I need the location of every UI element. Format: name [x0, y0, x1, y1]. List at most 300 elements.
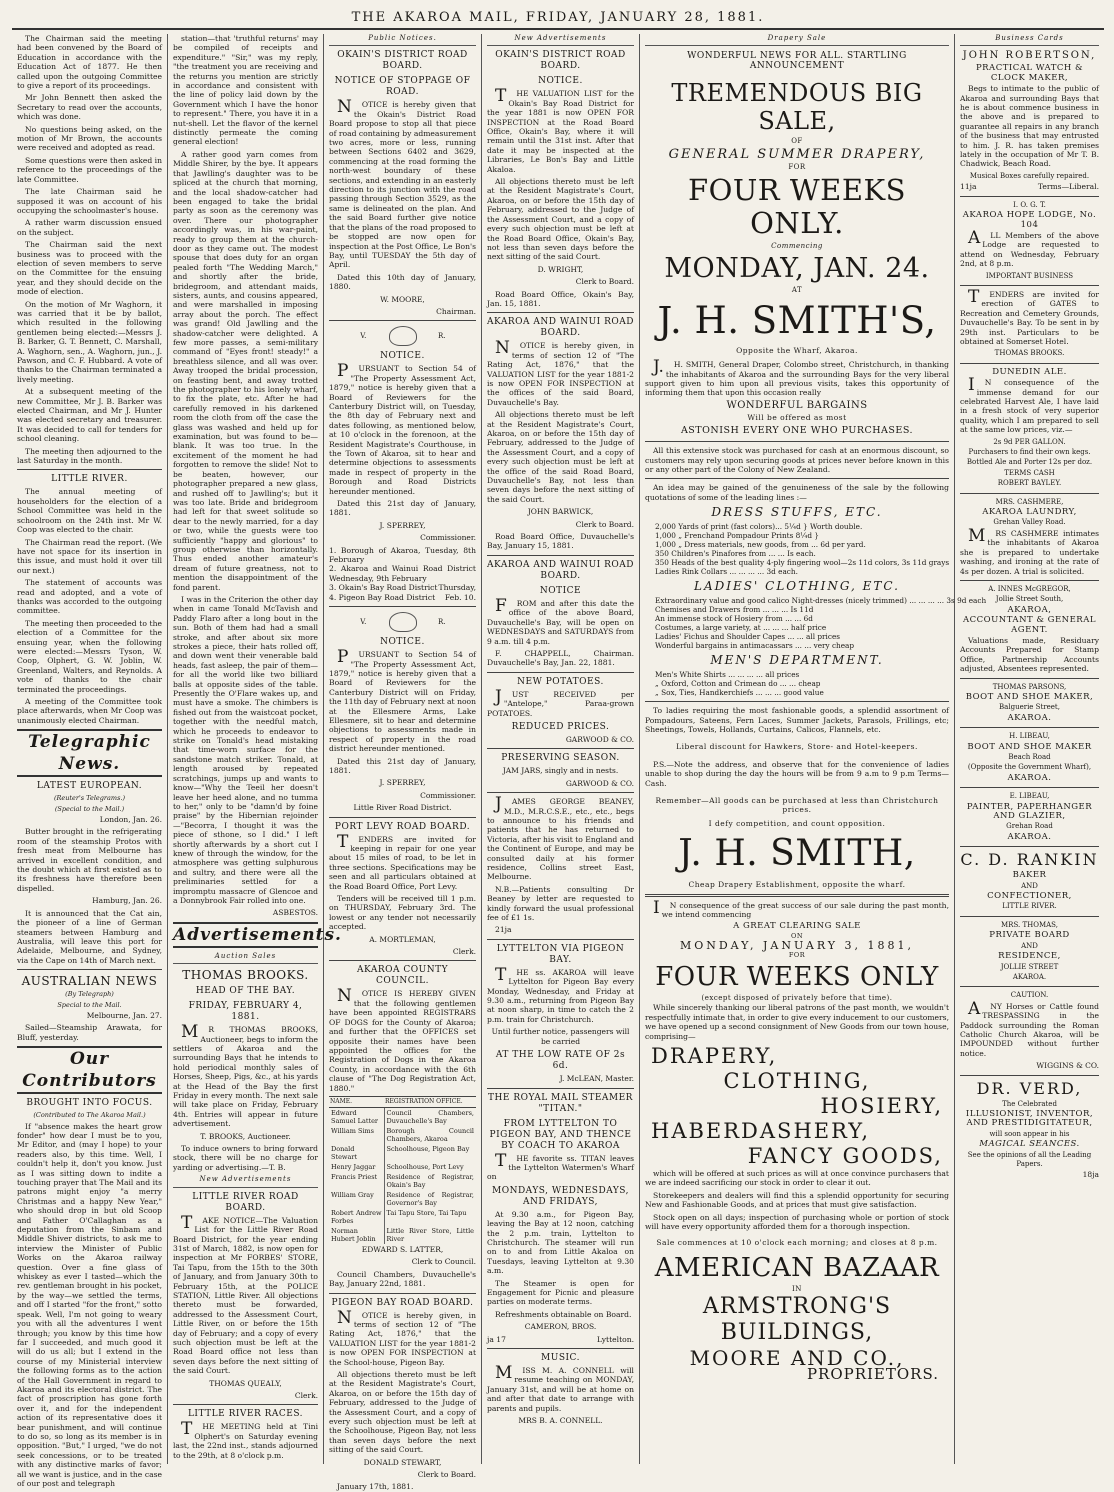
- ad-body: Will be offered as most: [747, 413, 847, 423]
- ad-body: NOTICE is hereby given, in terms of section 12 of "The Rating Act, 1876," that the VALUATION LIST for the year 1881-2 is now OPEN FOR INSPECTION at the offices of the said Board, Duvauchelle's Bay.: [487, 338, 634, 407]
- registrar-table: [329, 1096, 476, 1244]
- schedule-place: 3. Okain's Bay Road District: [329, 583, 438, 593]
- ad-headline: MONDAY, JAN. 24.: [664, 253, 930, 285]
- business-body: Bottled Ale and Porter 12s per doz.: [966, 458, 1093, 467]
- ad-connector: Commencing: [771, 242, 823, 251]
- list-item: Ladies Rink Collars ... ... ... ... 3d each.: [655, 567, 798, 577]
- ad-body: All this extensive stock was purchased for cash at an enormous discount, so customers may rely upon securing goods at prices never before known in this or any other part of the Colony of New Zealand.: [645, 446, 949, 474]
- ad-connector: IN: [792, 1284, 802, 1293]
- divider: [487, 939, 634, 940]
- divider: [17, 469, 162, 470]
- table-cell: Tai Tapu Store, Tai Tapu: [386, 1208, 467, 1217]
- table-cell: Edward Samuel Latter: [329, 1107, 384, 1126]
- category-label: New Advertisements: [173, 1175, 318, 1187]
- ad-body: Council Chambers, Duvauchelle's Bay, January 22nd, 1881.: [329, 1269, 476, 1289]
- table-cell: William Sims: [329, 1126, 384, 1144]
- table-row: [329, 1126, 476, 1144]
- table-cell: Residence of Registrar, Okain's Bay: [386, 1172, 474, 1189]
- table-cell: Donald Stewart: [329, 1144, 384, 1162]
- article-paragraph: A rather good yarn comes from Middle Shirer, by the bye. It appears that Jawlling's daughter was to be spliced at the church that morning, and the local shadow-catcher had been engaged to take the bridal party as soon as the ceremony was over. There our photographer accordingly was, in his war-paint, ready to group them at the church-door as they came out. The modest spouse that does duty for an organ pealed forth "The Wedding March," and shortly after the bride, bridegroom, and attendant maids, sisters, aunts, and cousins appeared, and were marshalled in imposing array about the porch. The effect was grand! Old Jawlling and the shadow-catcher were delighted. A few more passes, a semi-military command of "Eyes front! steady!" a breathless silence, and all was over. Away trooped the bridal procession, on feasting bent, and away trotted the photographer to his lonely wharf, to fix the plate, etc. After he had carefully removed in his darkened room the cloth from off the case the glass was washed and held up for examination, but was found to be—blank. It was too true. In the excitement of the moment he had forgotten to remove the slide! Not to be beaten, however, our photographer prepared a new glass, and rushed off to Jawlling's; but it was too late. Bride and bridegroom had left for that sweet solitude so dear to the newly married, for a day or two, while the guests were too sufficiently "happy and glorious" to group otherwise than horizontally. Thus ended another amateur's dream of future greatness, not to mention the disappointment of the fond parent.: [173, 149, 318, 592]
- column-header: REGISTRATION OFFICE.: [384, 1096, 476, 1107]
- ad-body: THE VALUATION LIST for the Okain's Bay Road District for the year 1881 is now OPEN FOR INSPECTION at the Road Board Office, Okain's Bay, where it will remain until the 31st inst. After that date it may be inspected at the Libraries, Le Bon's Bay and Little Akaloa.: [487, 86, 634, 174]
- schedule-item: 2. Akaroa and Wainui Road District Wednesday, 9th February: [329, 564, 476, 583]
- business-trade: AKAROA HOPE LODGE, No. 104: [962, 210, 1097, 230]
- business-connector: AND: [1021, 881, 1038, 890]
- signature: THOMAS QUEALY,: [209, 1378, 282, 1388]
- ad-body: JUST RECEIVED per "Antelope," Paraa-grown POTATOES.: [487, 686, 634, 718]
- divider: [960, 363, 1099, 364]
- business-trade: ILLUSIONIST, INVENTOR, AND PRESTIDIGITATEUR,: [965, 1108, 1094, 1129]
- divider: [329, 1293, 476, 1294]
- ad-body: PURSUANT to Section 54 of "The Property Assessment Act, 1879," notice is hereby given that a Board of Reviewers for the Canterbury District will on Friday, the 11th day of February next at noon at the Ellesmere Arms, Lake Ellesmere, sit to hear and determine objections to assessments made in respect of property in the road district hereunder mentioned.: [329, 647, 476, 754]
- ad-headline: TREMENDOUS BIG SALE,: [671, 79, 923, 136]
- section-heading: LATEST EUROPEAN.: [36, 781, 143, 792]
- royal-crest: [329, 325, 476, 347]
- ad-headline: FOUR WEEKS ONLY.: [687, 173, 907, 241]
- ad-body: At 9.30 a.m., for Pigeon Bay, leaving the Bay at 12 noon, catching the 2 p.m. train, Lyttelton to Christchurch. The steamer will run on to and from Little Akaloa on Tuesdays, leaving Lyttelton at 9.30 a.m.: [487, 1209, 634, 1276]
- ad-connector: AT: [791, 286, 803, 295]
- signature: CAMERON, BROS.: [524, 1322, 597, 1332]
- signature: J. SPERREY,: [379, 520, 426, 530]
- article-paragraph: The statement of accounts was read and adopted, and a vote of thanks was accorded to the outgoing committee.: [17, 578, 162, 616]
- signature-title: Clerk to Council.: [411, 1257, 476, 1267]
- signature: WIGGINS & CO.: [1036, 1061, 1099, 1071]
- ad-body: Liberal discount for Hawkers, Store- and Hotel-keepers.: [676, 742, 918, 752]
- goods-item: CLOTHING,: [723, 1069, 871, 1094]
- byline: (By Telegraph): [65, 990, 114, 999]
- section-heading: LITTLE RIVER.: [51, 474, 128, 485]
- list-item: Wonderful bargains in antimacassars ... ... very cheap: [655, 641, 855, 651]
- ad-body: TAKE NOTICE—The Valuation List for the Little River Road Board District, for the year ending 31st of March, 1882, is now open for inspection at Mr FORBES' STORE, Tai Tapu, from the 15th to the 30th of January, and from January 30th to February 15th, at the POLICE STATION, Little River. All objections thereto must be forwarded, addressed to the Assessment Court, Little River, on or before the 15th day of February; and a copy of every such objection must be left at the Road Board office not less than seven days before the next sitting of the said Court.: [173, 1212, 318, 1376]
- signature: T. BROOKS, Auctioneer.: [200, 1131, 291, 1141]
- divider: [960, 1075, 1099, 1076]
- ad-body: Dated this 21st day of January, 1881.: [329, 499, 476, 518]
- divider: [960, 493, 1099, 494]
- table-cell: William Gray: [329, 1190, 384, 1208]
- signature-title: Clerk to Board.: [417, 1470, 476, 1480]
- ad-body: (except disposed of privately before that time).: [701, 994, 893, 1003]
- divider: [645, 441, 949, 442]
- list-item: Men's White Shirts ... ... ... ... all prices: [655, 670, 800, 680]
- business-body: Valuations made, Residuary Accounts Prepared for Stamp Office, Partnership Accounts adjusted, Absentees represented.: [960, 635, 1099, 674]
- business-body: ALL Members of the above Lodge are requested to attend on Wednesday, February 2nd, at 8 p.m.: [960, 227, 1099, 269]
- divider: [960, 285, 1099, 286]
- business-body: ANY Horses or Cattle found TRESPASSING in the Paddock surrounding the Roman Catholic Church Akaroa, will be IMPOUNDED without further notice.: [960, 998, 1099, 1058]
- section-heading: MEN'S DEPARTMENT.: [710, 653, 884, 668]
- divider: [487, 792, 634, 793]
- divider: [645, 701, 949, 702]
- business-trade: BAKER: [1012, 870, 1047, 881]
- signature: GARWOOD & CO.: [565, 734, 634, 744]
- business-town: AKAROA.: [1012, 972, 1047, 981]
- business-terms: TERMS CASH: [1004, 468, 1055, 477]
- divider: [960, 787, 1099, 788]
- business-trade: PRACTICAL WATCH & CLOCK MAKER,: [975, 63, 1084, 83]
- table-cell: Schoolhouse, Port Levy: [386, 1162, 464, 1171]
- ad-subheadline: A GREAT CLEARING SALE: [733, 921, 861, 932]
- column-6-business-cards: [955, 34, 1104, 1464]
- business-name: I. O. G. T.: [1013, 200, 1046, 209]
- columns: [12, 34, 1104, 1492]
- ad-body: NOTICE is hereby given that the Okain's District Road Board propose to stop all that piece of road containing by admeasurement two acres, more or less, running between Sections 6402 and 3629, commencing at the road forming the north-west boundary of these sections, and extending in an easterly direction to its junction with the road passing through Section 3529, as the same is delineated on the plan. And the said Board further give notice that the plans of the road proposed to be stopped are now open for inspection at the Post Office, Le Bon's Bay, until TUESDAY the 5th day of April.: [329, 97, 476, 270]
- ad-body: Until further notice, passengers will be carried: [491, 1027, 630, 1046]
- business-address: Balguerie Street,: [999, 703, 1060, 712]
- business-address: Beach Road: [1008, 753, 1051, 761]
- article-paragraph: The late Chairman said he supposed it was on account of his occupying the schoolmaster's house.: [17, 187, 162, 215]
- divider: [173, 1404, 318, 1405]
- signature: ROBERT BAYLEY.: [997, 479, 1062, 488]
- business-trade: AKAROA LAUNDRY,: [982, 507, 1077, 518]
- table-row: [329, 1144, 476, 1162]
- business-body: See the opinions of all the Leading Papers.: [967, 1150, 1092, 1168]
- ad-body: I defy competition, and count opposition.: [708, 818, 886, 828]
- ad-heading: MUSIC.: [541, 1353, 580, 1363]
- ad-body: All objections thereto must be left at the Resident Magistrate's Court, Akaroa, on or before the 15th day of February, addressed to the Judge of the Assessment Court, and a copy of every such objection must be left at the Schoolhouse, Pigeon Bay, not less than seven days before the next sitting of the said Court.: [329, 1370, 476, 1455]
- ad-headline: MOORE AND CO.,: [689, 1346, 905, 1371]
- business-trade: MAGICAL SEANCES.: [979, 1139, 1080, 1150]
- list-item: 350 Children's Pinafores from ... ... Is each.: [655, 549, 816, 559]
- category-label: Auction Sales: [173, 952, 318, 964]
- category-label: Business Cards: [960, 34, 1099, 46]
- crest-letter: R.: [437, 618, 446, 627]
- ad-connector: FOR: [788, 162, 806, 171]
- divider: [645, 478, 949, 479]
- list-item: Costumes, a large variety, at ... ... ... half price: [655, 623, 827, 633]
- business-trade: PRIVATE BOARD: [989, 930, 1070, 941]
- category-label: Public Notices.: [329, 34, 476, 46]
- divider: [960, 986, 1099, 987]
- section-heading: LADIES' CLOTHING, ETC.: [694, 579, 900, 594]
- ad-body: All objections thereto must be left at the Resident Magistrate's Court, Akaroa, on or before the 15th day of February, addressed to the Judge of the Assessment Court, and a copy of every such objection must be left at the office of the said Road Board, Duvauchelle's Bay, not less than seven days before the next sitting of the said Court.: [487, 410, 634, 504]
- ad-subheadline: GENERAL SUMMER DRAPERY,: [668, 146, 926, 162]
- divider: [487, 748, 634, 749]
- article-paragraph: The meeting then adjourned to the last Saturday in the month.: [17, 446, 162, 466]
- divider: [960, 916, 1099, 917]
- crest-letter: V.: [360, 332, 367, 341]
- divider: [645, 894, 949, 897]
- ad-heading: PRESERVING SEASON.: [501, 753, 620, 764]
- table-cell: Henry Jaggar: [329, 1162, 384, 1172]
- column-header: NAME.: [329, 1096, 384, 1107]
- business-body: IN consequence of the immense demand for our celebrated Harvest Ale, I have laid in a fresh stock of very superior quality, which I am prepared to sell at the same low prices, viz.—: [960, 375, 1099, 435]
- business-trade: ACCOUNTANT & GENERAL AGENT.: [963, 615, 1096, 635]
- table-cell: Francis Priest: [329, 1172, 384, 1190]
- article-paragraph: The meeting then proceeded to the election of a Committee for the ensuing year, when the following were elected:—Messrs Tyson, W. Coop, Olphert, G. W. Joblin, W. Greenland, Walters, and Reynolds. A vote of thanks to the chair terminated the proceedings.: [17, 618, 162, 694]
- crest-letter: R.: [437, 332, 446, 341]
- article-paragraph: At a subsequent meeting of the new Committee, Mr J. B. Barker was elected Chairman, and Mr J. Hunter was elected secretary and treasurer. It was decided to call for tenders for school cleaning.: [17, 387, 162, 444]
- business-name: DR. VERD,: [976, 1078, 1083, 1098]
- section-heading: DRESS STUFFS, ETC.: [711, 505, 883, 520]
- ad-heading: OKAIN'S DISTRICT ROAD BOARD.: [495, 50, 626, 72]
- article-paragraph: The annual meeting of householders for the election of a School Committee was held in the schoolroom on the 24th inst. Mr W. Coop was elected to the chair.: [17, 487, 162, 535]
- masthead: THE AKAROA MAIL, FRIDAY, JANUARY 28, 1881.: [12, 8, 1104, 30]
- article-paragraph: If "absence makes the heart grow fonder" how dear I must be to you, Mr Editor, and (may I hope) to your readers also, by this time. Well, I couldn't help it, don't you know. Just as I was sitting down to indite a touching prayer that The Mail and its patrons might enjoy "a merry Christmas and a happy New Year," who should drop in but old Scoop and Father O'Callaghan as a deputation from the Sinbam and Middle Shiver districts, to ask me to interview the Minister of Public Works on the Akaroa railway question. Over a fine glass of whiskey as ever I tasted—which the rev. gentleman brought in his pocket, by the way—we settled the terms, and off I started "for the front," sotto speak. Well, I'm not going to weary you with all the adventures I went through; you know by this time how far I succeeded, and much good it will do us all; but I extend in the course of my Ministerial interview the following forms as to the action of the Hall Government in regard to Akaroa and its electoral district. The fact of proscription has gone forth over it, and for the independent action of its representative does it bear punishment, and will continue to do so, so long as its member is in opposition. "But," I urged, "we do not seek concessions, or to be treated with any distinctive marks of favor; all we want is justice, and in the case of our post and telegraph: [17, 1121, 162, 1488]
- divider: [960, 678, 1099, 679]
- table-cell: Borough Council Chambers, Akaroa: [386, 1126, 474, 1143]
- list-item: An immense stock of Hosiery from ... ... 6d: [655, 614, 813, 624]
- ad-heading: LITTLE RIVER RACES.: [187, 1409, 304, 1420]
- business-name: A. INNES McGREGOR,: [988, 584, 1071, 593]
- signature: D. WRIGHT,: [537, 264, 584, 274]
- divider: [329, 960, 476, 961]
- signature: A. MORTLEMAN,: [369, 934, 436, 944]
- article-paragraph: Mr John Bennett then asked the Secretary to read over the accounts, which was done.: [17, 93, 162, 122]
- ad-heading: AKAROA AND WAINUI ROAD BOARD.: [487, 559, 634, 581]
- list-item: 2,000 Yards of print (fast colors)... 5¼d } Worth double.: [655, 522, 863, 532]
- list-item: 1,000 „ Dress materials, new goods, from ... 6d per yard.: [655, 540, 866, 550]
- table-cell: Little River Store, Little River: [386, 1226, 474, 1243]
- ad-headline: AMERICAN BAZAAR: [654, 1252, 940, 1283]
- signature: JOHN BARWICK,: [527, 507, 594, 517]
- business-body: 2s 9d PER GALLON.: [993, 437, 1066, 446]
- price-list: [655, 596, 987, 651]
- ad-body: which will be offered at such prices as will at once convince purchasers that we are indeed sacrificing our stock in order to clear it out.: [645, 1169, 949, 1188]
- price-list: [655, 522, 949, 576]
- signature: ASBESTOS.: [272, 908, 318, 918]
- ad-body: The Steamer is open for Engagement for Picnic and pleasure parties on moderate terms.: [487, 1278, 634, 1307]
- column-4: [482, 34, 640, 1464]
- business-body: IMPORTANT BUSINESS: [985, 271, 1074, 280]
- byline: (Special to the Mail.): [54, 804, 125, 813]
- ad-body: Road Board Office, Duvauchelle's Bay, January 15, 1881.: [487, 532, 634, 551]
- business-terms: Terms—Liberal.: [1037, 182, 1099, 192]
- ad-code: ja 17: [487, 1334, 506, 1344]
- business-name: MRS. THOMAS,: [1001, 920, 1058, 929]
- column-3: [324, 34, 482, 1492]
- article-paragraph: I was in the Criterion the other day when in came Tonald McTavish and Paddy Flaro after a long bout in the sun. Both of them had had a small stroke, and after about six more strokes a piece, their hats rolled off, and down went their venerable bald heads, fast asleep, the pair of them—for all the world like two billiard balls at opposite sides of the table. Presently the O'Flare wakes up, and must have a smoke. The chimbers is fished out from the waistcoat pocket, together with the needful match, which he proceeds to endeavor to strike on Tonald's head mistaking that time-worn surface for the sandstone match striker. Tonald, at length aroused by repeated scratchings, jumps up and wants to know—"Why the Teeil her doesn't leave her heed alone, and no tumma to her," only to be "damn'd by foine praise" by the Hibernian rejoinder—"Becorra, I thought it was the piece of sthone, so I did." I left shortly afterwards by a short cut I knew of through the window, for the atmosphere was getting sulphurous and sultry, and there were all the preliminaries settled for a impromptu massacre of Glencoe and a Donnybrook Fair rolled into one.: [173, 594, 318, 905]
- divider: [487, 1348, 634, 1349]
- ad-body: January 17th, 1881.: [337, 1482, 414, 1492]
- ad-address: Cheap Drapery Establishment, opposite the wharf.: [688, 880, 906, 890]
- ad-connector: OF: [791, 137, 803, 146]
- table-cell: Robert Andrew Forbes: [329, 1208, 384, 1226]
- signature: THOMAS BROOKS.: [994, 349, 1065, 358]
- business-name: THOMAS PARSONS,: [992, 682, 1067, 691]
- signature: J. McLEAN, Master.: [559, 1074, 634, 1084]
- table-cell: Council Chambers, Duvauchelle's Bay: [386, 1108, 474, 1125]
- section-banner: Our Contributors: [17, 1046, 162, 1094]
- ad-body: Storekeepers and dealers will find this a splendid opportunity for securing New and Fashionable Goods, and at prices that must give satisfaction.: [645, 1190, 949, 1210]
- divider: [960, 196, 1099, 197]
- business-name: E. LIBEAU,: [1009, 792, 1050, 801]
- list-item: Chemises and Drawers from ... ... ... Is 11d: [655, 605, 814, 615]
- section-heading: AUSTRALIAN NEWS: [21, 974, 158, 989]
- ad-heading: NOTICE.: [380, 637, 425, 648]
- ad-body: P.S.—Note the address, and observe that for the convenience of ladies unable to shop during the day the hours will be from 9 a.m to 9 p.m Terms—Cash.: [645, 759, 949, 788]
- list-item: „ Oxford, Cotton and Crimean do ... ... cheap: [655, 679, 821, 689]
- ad-body: Tenders will be received till 1 p.m. on THURSDAY, February 3rd. The lowest or any tender not necessarily accepted.: [329, 894, 476, 932]
- ad-subheading: MONDAYS, WEDNESDAYS, AND FRIDAYS,: [492, 1185, 629, 1207]
- section-banner: Telegraphic News.: [17, 729, 162, 777]
- divider: [960, 846, 1099, 847]
- ad-date: FRIDAY, FEBRUARY 4, 1881.: [188, 1001, 303, 1023]
- ad-subheadline: ASTONISH EVERY ONE WHO PURCHASES.: [680, 424, 914, 436]
- business-address: (Opposite the Government Wharf),: [967, 763, 1092, 772]
- signature-line: [487, 1335, 634, 1344]
- article-paragraph: A meeting of the Committee took place afterwards, when Mr Coop was unanimously elected Chairman.: [17, 697, 162, 725]
- ad-body: PURSUANT to Section 54 of "The Property Assessment Act, 1879," notice is hereby given that a Board of Reviewers for the Canterbury District will, on Tuesday, the 8th day of February next and dates following, as mentioned below, at 10 o'clock in the forenoon, at the Resident Magistrate's Courthouse, in the Town of Akaroa, sit to hear and determine objections to assessments made in respect of property in the Borough and Road Districts hereunder mentioned.: [329, 361, 476, 496]
- ad-body: NOTICE is hereby given, in terms of section 12 of "The Rating Act, 1876," that the VALUATION LIST for the year 1881-2 is now OPEN FOR INSPECTION at the School-house, Pigeon Bay.: [329, 1307, 476, 1367]
- signature-title: Clerk.: [452, 947, 476, 957]
- crest-letter: V.: [360, 618, 367, 627]
- business-address: Grehan Valley Road.: [993, 518, 1066, 527]
- business-body: TENDERS are invited for erection of GATES to Recreation and Cemetery Grounds, Duvauchelle's Bay. To be sent in by 29th inst. Particulars to be obtained at Somerset Hotel.: [960, 286, 1099, 346]
- business-body: Purchasers to find their own kegs.: [968, 448, 1091, 457]
- ad-body: Dated this 10th day of January, 1880.: [329, 272, 476, 292]
- ad-body: TENDERS are invited for keeping in repair for one year about 15 miles of road, to be let in three sections. Specifications may be seen and all particulars obtained at the Road Board Office, Port Levy.: [329, 831, 476, 891]
- ad-body: Remember—All goods can be purchased at less than Christchurch prices.: [655, 795, 939, 815]
- article-paragraph: The Chairman read the report. (We have not space for its insertion in this issue, and must hold it over till our next.): [17, 537, 162, 575]
- dateline: London, Jan. 26.: [99, 815, 162, 825]
- ad-heading: NEW POTATOES.: [517, 676, 604, 687]
- divider: [960, 727, 1099, 728]
- business-name: DUNEDIN ALE.: [992, 366, 1067, 377]
- signature-title: Chairman.: [436, 306, 476, 316]
- list-item: Extraordinary value and good calico Night-dresses (nicely trimmed) ... ... ... ... 3s 9d each: [655, 596, 987, 606]
- signature-title: Clerk to Board.: [575, 519, 634, 529]
- list-item: 350 Heads of the best quality 4-ply fingering wool—2s 11d colors, 3s 11d grays: [655, 558, 950, 568]
- schedule-day: Feb. 10.: [444, 592, 476, 602]
- ad-subheadline: WONDERFUL BARGAINS: [726, 399, 868, 411]
- ad-heading: THOMAS BROOKS.: [182, 968, 309, 983]
- ad-body: THE MEETING held at Tini Olphert's on Saturday evening last, the 22nd inst., stands adjourned to the 29th, at 8 o'clock p.m.: [173, 1419, 318, 1460]
- table-row: [329, 1190, 476, 1208]
- ad-headline: J. H. SMITH'S,: [657, 298, 937, 342]
- article-paragraph: The Chairman said the next business was to proceed with the election of seven members to serve on the Committee for the ensuing year, and they should decide on the mode of election.: [17, 240, 162, 297]
- article-paragraph: The Chairman said the meeting had been convened by the Board of Education in accordance with the Education Act of 1877. He then called upon the outgoing Committee to give a report of its proceedings.: [17, 34, 162, 91]
- signature-place: Lyttelton.: [596, 1334, 634, 1344]
- goods-item: FANCY GOODS,: [747, 1144, 943, 1169]
- business-trade: RESIDENCE,: [998, 951, 1061, 962]
- ad-body: IN consequence of the great success of our sale during the past month, we intend commencing: [653, 897, 949, 919]
- article-paragraph: No questions being asked, on the motion of Mr Brown, the accounts were received and adopted as read.: [17, 124, 162, 153]
- business-body: The Celebrated: [1002, 1099, 1057, 1108]
- ad-subheading: NOTICE OF STOPPAGE OF ROAD.: [334, 76, 471, 98]
- district-label: Little River Road District.: [353, 803, 452, 813]
- ad-headline: J. H. SMITH,: [678, 833, 916, 875]
- ad-heading: LYTTELTON VIA PIGEON BAY.: [496, 943, 625, 965]
- divider: [487, 312, 634, 313]
- business-town: AKAROA.: [1007, 772, 1052, 783]
- divider: [960, 580, 1099, 581]
- business-connector: AND: [1021, 941, 1038, 950]
- ad-body: Refreshments obtainable on Board.: [495, 1309, 632, 1319]
- table-header-row: [329, 1096, 476, 1107]
- category-label: Drapery Sale: [645, 34, 949, 46]
- ad-body: MISS M. A. CONNELL will resume teaching on MONDAY, January 31st, and will be at home on and after that date to arrange with parents and pupils.: [487, 1363, 634, 1413]
- table-row: [329, 1208, 476, 1226]
- ad-code: 11ja: [960, 182, 977, 192]
- dateline: Melbourne, Jan. 27.: [86, 1010, 162, 1020]
- ad-body: MR THOMAS BROOKS, Auctioneer, begs to inform the settlers of Akaroa and the surrounding Bays that he intends to hold periodical monthly sales of Horses, Sheep, Pigs, &c., at his yards at the Head of the Bay the first Friday in every month. The next sale will take place on Friday, February 4th. Entries will appear in future advertisement.: [173, 1022, 318, 1129]
- ad-body: FROM and after this date the office of the above Board, Duvauchelle's Bay, will be open on WEDNESDAYS and SATURDAYS from 9 a.m. till 4 p.m.: [487, 595, 634, 646]
- schedule-item: [329, 593, 476, 602]
- business-body: Begs to intimate to the public of Akaroa and surrounding Bays that he is about commence business in the above and is prepared to guarantee all repairs in any branch of the business that may entrusted to him. J. R. has taken premises lately in the occupation of Mr T. B. Chadwick, Beach Road.: [960, 84, 1099, 169]
- table-cell: Residence of Registrar, Governor's Bay: [386, 1190, 474, 1207]
- ad-subheading: AT THE LOW RATE OF 2s 6d.: [495, 1050, 626, 1072]
- ad-body: To induce owners to bring forward stock, there will be no charge for yarding or advertising.—T. B.: [173, 1144, 318, 1172]
- section-heading: BROUGHT INTO FOCUS.: [26, 1098, 153, 1109]
- signature: W. MOORE,: [380, 294, 425, 304]
- byline: (Contributed to The Akaroa Mail.): [33, 1111, 146, 1120]
- ad-body: 21ja: [495, 925, 512, 935]
- schedule-list: [329, 546, 476, 602]
- ad-body: Road Board Office, Okain's Bay, Jan. 15, 1881.: [487, 289, 634, 308]
- ad-body: Stock open on all days; inspection of purchasing whole or portion of stock will have every opportunity afforded them for a thorough inspection.: [645, 1212, 949, 1232]
- signature: J. SPERREY,: [379, 778, 426, 788]
- ad-subheading: HEAD OF THE BAY.: [195, 986, 296, 997]
- signature: MRS B. A. CONNELL.: [518, 1416, 603, 1426]
- business-trade: BOOT AND SHOE MAKER: [967, 741, 1092, 752]
- ad-body: JAMES GEORGE BEANEY, M.D., M.R.C.S.E., etc., etc., begs to announce to his friends and patients that he has returned to Victoria, after his visit to England and the Continent of Europe, and may be consulted daily at his former residence, Collins street East, Melbourne.: [487, 794, 634, 882]
- ad-subheading: FROM LYTTELTON TO PIGEON BAY, AND THENCE BY COACH TO AKAROA: [489, 1118, 632, 1151]
- goods-item: HOSIERY,: [820, 1094, 943, 1119]
- ad-subheadline: MONDAY, JANUARY 3, 1881,: [679, 939, 915, 953]
- goods-item: DRAPERY,: [651, 1044, 778, 1069]
- ad-body: All objections thereto must be left at the Resident Magistrate's Court, Akaroa, on or before the 15th day of February, addressed to the Judge of the Assessment Court, and a copy of every such objection must be left at the Road Board Office, Okain's Bay, not less than seven days before the next sitting of the said Court.: [487, 177, 634, 262]
- ad-headline: FOUR WEEKS ONLY: [655, 962, 939, 993]
- column-1: [12, 34, 168, 1488]
- article-paragraph: Sailed—Steamship Arawata, for Bluff, yesterday.: [17, 1023, 162, 1042]
- ad-body: To ladies requiring the most fashionable goods, a splendid assortment of Pompadours, Sateens, Fern Laces, Summer Jackets, Parasols, Frillings, etc; Sheetings, Towels, Hollands, Curtains, Calicos, Flannels, etc.: [645, 706, 949, 734]
- signature-title: Clerk.: [294, 1391, 318, 1400]
- ad-body: NOTICE IS HEREBY GIVEN that the following gentlemen have been appointed REGISTRARS OF DOGS for the County of Akaroa; and further that the OFFICES set opposite their names have been appointed the offices for the Registration of Dogs in the Akaroa County, in accordance with the 6th clause of "The Dog Registration Act, 1880.": [329, 986, 476, 1093]
- table-cell: Norman Hubert Joblin: [329, 1226, 384, 1244]
- ad-headline: ARMSTRONG'S BUILDINGS,: [702, 1294, 892, 1346]
- ad-heading: LITTLE RIVER ROAD BOARD.: [192, 1191, 299, 1213]
- signature: EDWARD S. LATTER,: [361, 1244, 444, 1254]
- ad-heading: THE ROYAL MAIL STEAMER "TITAN.": [488, 1092, 633, 1114]
- ad-body: N.B.—Patients consulting Dr Beaney by letter are requested to kindly forward the usual professional fee of £1 1s.: [487, 884, 634, 923]
- table-row: [329, 1172, 476, 1190]
- ad-heading: AKAROA COUNTY COUNCIL.: [356, 965, 449, 987]
- schedule-place: 4. Pigeon Bay Road District: [329, 592, 436, 602]
- ad-body: J.H. SMITH, General Draper, Colombo street, Christchurch, in thanking the inhabitants of Akaroa and the surrounding Bays for the very liberal support given to him upon all previous visits, takes this opportunity of informing them that upon this occasion really: [645, 357, 949, 398]
- business-address: JOLLIE STREET: [1000, 962, 1059, 971]
- ad-heading: PIGEON BAY ROAD BOARD.: [331, 1297, 474, 1308]
- ad-connector: ON: [790, 931, 804, 940]
- business-town: AKAROA.: [1007, 712, 1052, 723]
- ad-body: While sincerely thanking our liberal patrons of the past month, we wouldn't respectfully intimate that, in order to give every inducement to our customers, we have opened up a second consignment of New Goods from our town house, comprising—: [645, 1003, 949, 1041]
- ad-body: F. CHAPPELL, Chairman. Duvauchelle's Bay, Jan. 22, 1881.: [487, 648, 634, 668]
- ad-heading: NOTICE.: [380, 351, 425, 362]
- schedule-day: Thursday,: [438, 583, 476, 593]
- divider: [487, 672, 634, 673]
- business-body: Musical Boxes carefully repaired.: [969, 171, 1090, 180]
- ad-subheading: NOTICE: [539, 585, 582, 596]
- ad-body: Sale commences at 10 o'clock each morning; and closes at 8 p.m.: [656, 1237, 938, 1247]
- business-footer: [960, 182, 1099, 191]
- ad-body: THE favorite ss. TITAN leaves the Lyttelton Watermen's Wharf on: [487, 1150, 634, 1182]
- ad-body: JAM JARS, singly and in nests.: [502, 766, 619, 776]
- article-paragraph: Butter brought in the refrigerating room of the steamship Protos with fresh meat from Melbourne has arrived in excellent condition, and the doubt which at first existed as to its freshness have therefore been dispelled.: [17, 827, 162, 893]
- signature-title: Commissioner.: [420, 533, 476, 543]
- signature-title: Commissioner.: [420, 790, 476, 800]
- business-town: AKAROA,: [1007, 604, 1052, 615]
- table-row: [329, 1226, 476, 1244]
- section-banner: Advertisements.: [173, 922, 318, 948]
- business-name: MRS. CASHMERE,: [995, 497, 1064, 506]
- ad-heading: AKAROA AND WAINUI ROAD BOARD.: [487, 317, 634, 339]
- article-paragraph: A rather warm discussion ensued on the subject.: [17, 218, 162, 237]
- business-address: Grehan Road: [1006, 822, 1053, 831]
- table-cell: Schoolhouse, Pigeon Bay: [386, 1144, 470, 1153]
- ad-subheading: NOTICE.: [538, 76, 583, 87]
- crown-crest-icon: [389, 326, 417, 346]
- business-body: will soon appear in his: [989, 1129, 1070, 1138]
- signature-title: Clerk to Board.: [575, 277, 634, 287]
- divider: [329, 817, 476, 818]
